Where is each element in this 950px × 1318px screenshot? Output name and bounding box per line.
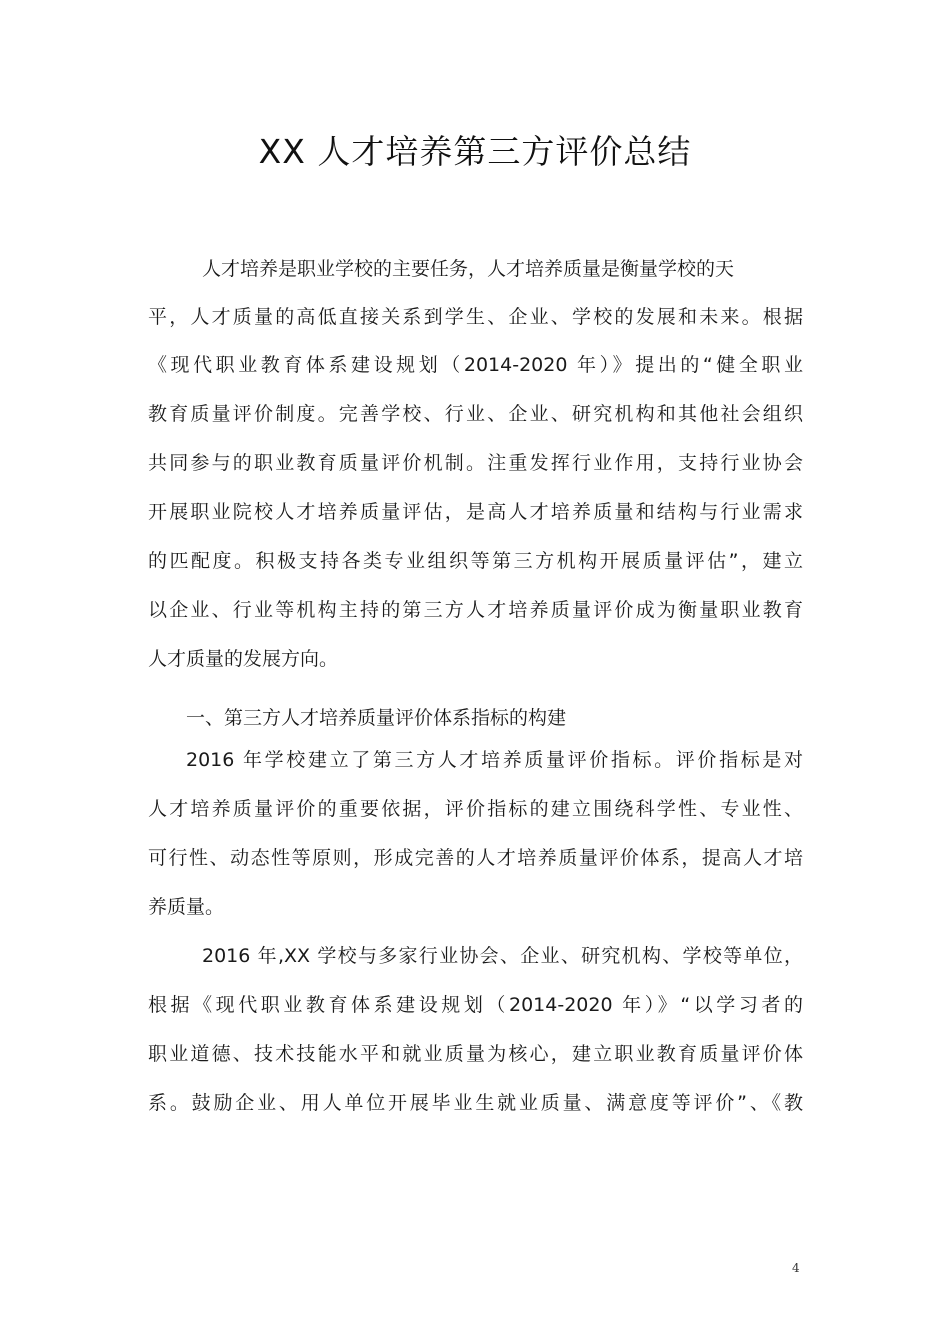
document-title: XX 人才培养第三方评价总结 <box>258 132 692 171</box>
paragraph-line: 以企业、行业等机构主持的第三方人才培养质量评价成为衡量职业教育 <box>148 599 803 621</box>
paragraph-line: 《现代职业教育体系建设规划（2014-2020 年）》提出的“健全职业 <box>148 354 803 376</box>
paragraph-line: 的匹配度。积极支持各类专业组织等第三方机构开展质量评估”，建立 <box>148 550 803 572</box>
paragraph-line: 养质量。 <box>148 896 225 918</box>
paragraph-line: 平，人才质量的高低直接关系到学生、企业、学校的发展和未来。根据 <box>148 306 803 328</box>
paragraph-line: 人才培养质量评价的重要依据，评价指标的建立围绕科学性、专业性、 <box>148 798 803 820</box>
paragraph-line: 人才培养是职业学校的主要任务，人才培养质量是衡量学校的天 <box>202 258 735 280</box>
paragraph-line: 人才质量的发展方向。 <box>148 648 339 670</box>
page-number: 4 <box>792 1261 800 1275</box>
paragraph-line: 开展职业院校人才培养质量评估，是高人才培养质量和结构与行业需求 <box>148 501 803 523</box>
paragraph-line: 教育质量评价制度。完善学校、行业、企业、研究机构和其他社会组织 <box>148 403 803 425</box>
paragraph-line: 共同参与的职业教育质量评价机制。注重发挥行业作用，支持行业协会 <box>148 452 803 474</box>
paragraph-line: 2016 年,XX 学校与多家行业协会、企业、研究机构、学校等单位， <box>202 945 803 967</box>
section-heading: 一、第三方人才培养质量评价体系指标的构建 <box>186 707 567 729</box>
paragraph-line: 2016 年学校建立了第三方人才培养质量评价指标。评价指标是对 <box>186 749 803 771</box>
paragraph-line: 根据《现代职业教育体系建设规划（2014-2020 年）》“以学习者的 <box>148 994 803 1016</box>
paragraph-line: 职业道德、技术技能水平和就业质量为核心，建立职业教育质量评价体 <box>148 1043 803 1065</box>
paragraph-line: 可行性、动态性等原则，形成完善的人才培养质量评价体系，提高人才培 <box>148 847 803 869</box>
paragraph-line: 系。鼓励企业、用人单位开展毕业生就业质量、满意度等评价”、《教 <box>148 1092 803 1114</box>
